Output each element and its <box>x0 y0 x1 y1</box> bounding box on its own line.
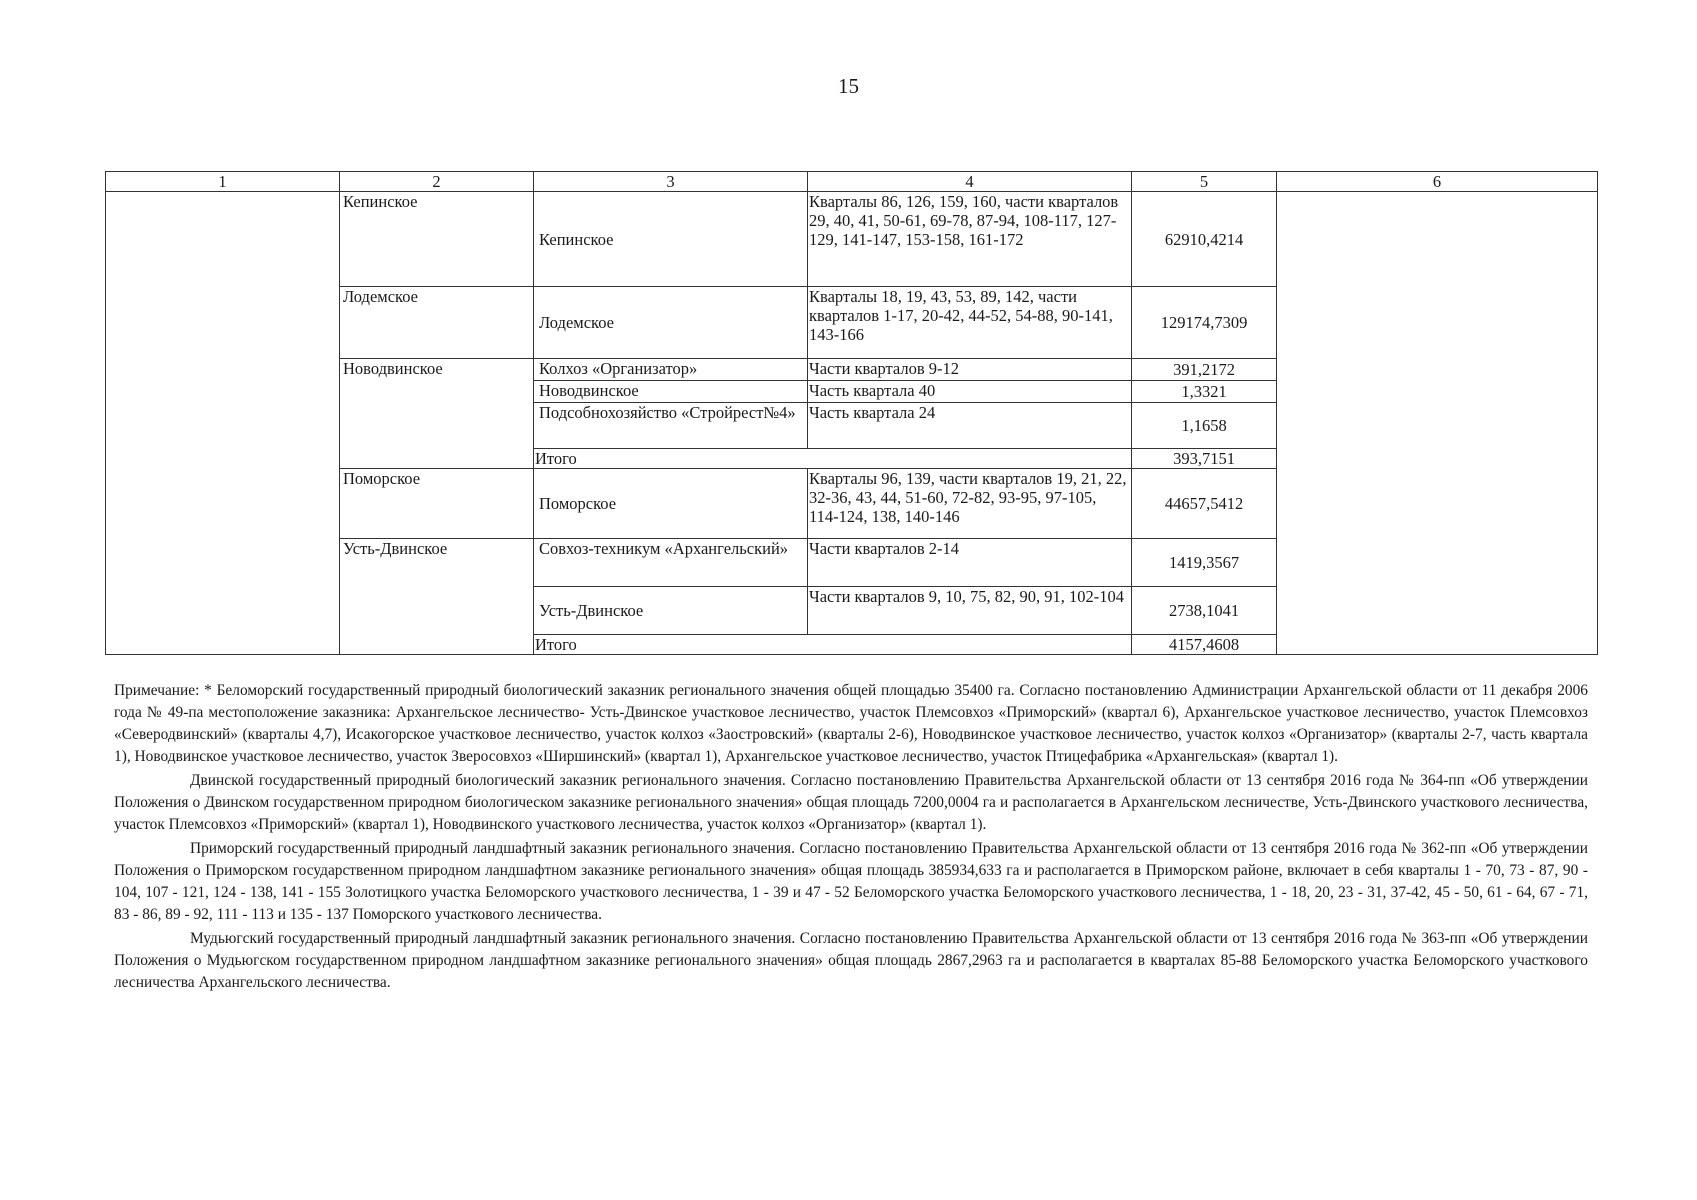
plot-cell: Усть-Двинское <box>534 587 808 635</box>
quarters-cell: Кварталы 96, 139, части кварталов 19, 21, 22, 32-36, 43, 44, 51-60, 72-82, 93-95, 97-105, 114-124, 138, 140-146 <box>808 469 1132 539</box>
district-cell: Кепинское <box>340 192 534 287</box>
district-cell: Лодемское <box>340 287 534 359</box>
column-header: 6 <box>1277 172 1598 192</box>
quarters-cell: Части кварталов 9-12 <box>808 359 1132 381</box>
page-number: 15 <box>838 74 859 98</box>
column-header: 4 <box>808 172 1132 192</box>
quarters-cell: Кварталы 18, 19, 43, 53, 89, 142, части кварталов 1-17, 20-42, 44-52, 54-88, 90-141, 143-166 <box>808 287 1132 359</box>
note-mudyugsky: Мудьюгский государственный природный ландшафтный заказник регионального значения. Согласно постановлению Правительства Архангельской области от 13 сентября 2016 года № 363-пп «Об утверждении Положения о Мудьюгском государственном природном ландшафтном заказнике регионального значения» общая площадь 2867,2963 га и располагается в кварталах 85-88 Беломорского участка Беломорского участкового лесничества Архангельского лесничества. <box>114 930 1588 991</box>
quarters-cell: Кварталы 86, 126, 159, 160, части кварталов 29, 40, 41, 50-61, 69-78, 87-94, 108-117, 127-129, 141-147, 153-158, 161-172 <box>808 192 1132 287</box>
note-belomorsky: Примечание: * Беломорский государственный природный биологический заказник регионального значения общей площадью 35400 га. Согласно постановлению Администрации Архангельской области от 11 декабря 2006 года № 49-па местоположение заказника: Архангельское лесничество- Усть-Двинское участковое лесничество, участок Племсовхоз «Приморский» (квартал 6), Архангельское участковое лесничество, участок Племсовхоз «Северодвинский» (кварталы 4,7), Исакогорское участковое лесничество, участок колхоз «Заостровский» (кварталы 2-6), Новодвинское участковое лесничество, участок колхоз «Организатор» (кварталы 2-7, часть квартала 1), Новодвинское участковое лесничество, участок Зверосовхоз «Ширшинский» (квартал 1), Архангельское участковое лесничество, участок Птицефабрика «Архангельская» (квартал 1). <box>114 682 1588 765</box>
column-header: 5 <box>1132 172 1277 192</box>
total-label: Итого <box>534 635 1132 655</box>
plot-cell: Совхоз-техникум «Архангельский» <box>534 539 808 587</box>
area-cell: 1,1658 <box>1132 403 1277 449</box>
district-cell: Поморское <box>340 469 534 539</box>
column-1-cell <box>106 192 340 655</box>
plot-cell: Подсобнохозяйство «Стройрест№4» <box>534 403 808 449</box>
area-cell: 391,2172 <box>1132 359 1277 381</box>
forest-quarters-table <box>105 171 1598 655</box>
area-cell: 1,3321 <box>1132 381 1277 403</box>
quarters-cell: Части кварталов 9, 10, 75, 82, 90, 91, 102-104 <box>808 587 1132 635</box>
table-header-row <box>106 172 1598 192</box>
total-label: Итого <box>534 449 1132 469</box>
area-cell: 44657,5412 <box>1132 469 1277 539</box>
total-area: 393,7151 <box>1132 449 1277 469</box>
column-6-cell <box>1277 192 1598 655</box>
quarters-cell: Часть квартала 24 <box>808 403 1132 449</box>
column-header: 3 <box>534 172 808 192</box>
plot-cell: Новодвинское <box>534 381 808 403</box>
area-cell: 1419,3567 <box>1132 539 1277 587</box>
district-cell: Новодвинское <box>340 359 534 469</box>
area-cell: 62910,4214 <box>1132 192 1277 287</box>
plot-cell: Поморское <box>534 469 808 539</box>
quarters-cell: Части кварталов 2-14 <box>808 539 1132 587</box>
district-cell: Усть-Двинское <box>340 539 534 655</box>
column-header: 2 <box>340 172 534 192</box>
plot-cell: Лодемское <box>534 287 808 359</box>
quarters-cell: Часть квартала 40 <box>808 381 1132 403</box>
area-cell: 2738,1041 <box>1132 587 1277 635</box>
table-row <box>106 192 1598 287</box>
plot-cell: Колхоз «Организатор» <box>534 359 808 381</box>
area-cell: 129174,7309 <box>1132 287 1277 359</box>
notes-section <box>114 680 1588 994</box>
note-dvinskoy: Двинской государственный природный биологический заказник регионального значения. Согласно постановлению Правительства Архангельской области от 13 сентября 2016 года № 364-пп «Об утверждении Положения о Двинском государственном природном биологическом заказнике регионального значения» общая площадь 7200,0004 га и располагается в Архангельском лесничестве, Усть-Двинского участкового лесничества, участок Племсовхоз «Приморский» (квартал 1), Новодвинского участкового лесничества, участок колхоз «Организатор» (квартал 1). <box>114 772 1588 833</box>
column-header: 1 <box>106 172 340 192</box>
total-area: 4157,4608 <box>1132 635 1277 655</box>
note-primorsky: Приморский государственный природный ландшафтный заказник регионального значения. Согласно постановлению Правительства Архангельской области от 13 сентября 2016 года № 362-пп «Об утверждении Положения о Приморском государственном природном ландшафтном заказнике регионального значения» общая площадь 385934,633 га и располагается в Приморском районе, включает в себя кварталы 1 - 70, 73 - 87, 90 - 104, 107 - 121, 124 - 138, 141 - 155 Золотицкого участка Беломорского участкового лесничества, 1 - 39 и 47 - 52 Беломорского участка Беломорского участкового лесничества, 1 - 18, 20, 23 - 31, 37-42, 45 - 50, 61 - 64, 67 - 71, 83 - 86, 89 - 92, 111 - 113 и 135 - 137 Поморского участкового лесничества. <box>114 840 1588 923</box>
plot-cell: Кепинское <box>534 192 808 287</box>
